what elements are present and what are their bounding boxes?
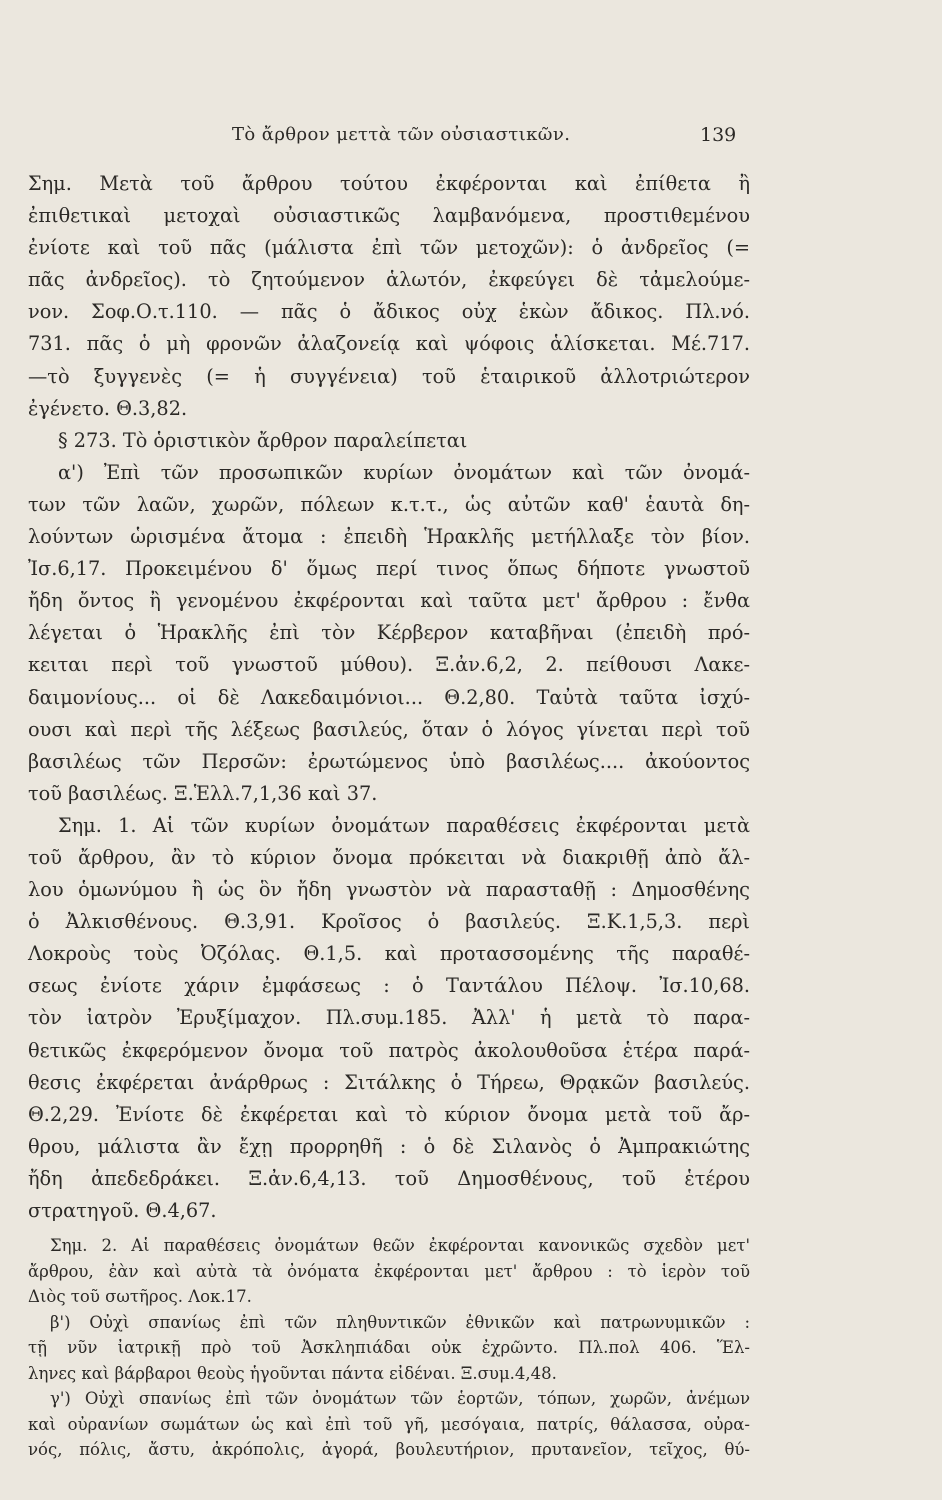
- text-line: βασιλέως τῶν Περσῶν: ἐρωτώμενος ὑπὸ βασιλέως.... ἀκούοντος: [28, 749, 750, 773]
- text-line: θεσις ἐκφέρεται ἀνάρθρως : Σιτάλκης ὁ Τήρεω, Θρᾳκῶν βασιλεύς.: [28, 1070, 750, 1094]
- small-note-line: Σημ. 2. Αἱ παραθέσεις ὀνομάτων θεῶν ἐκφέρονται κανονικῶς σχεδὸν μετ': [50, 1236, 750, 1256]
- text-line: σεως ἐνίοτε χάριν ἐμφάσεως : ὁ Ταντάλου Πέλοψ. Ἰσ.10,68.: [28, 974, 750, 998]
- text-line: λου ὁμωνύμου ἢ ὡς ὃν ἤδη γνωστὸν νὰ παρασταθῇ : Δημοσθένης: [28, 878, 750, 902]
- text-line: κειται περὶ τοῦ γνωστοῦ μύθου). Ξ.ἀν.6,2, 2. πείθουσι Λακε-: [28, 653, 750, 677]
- small-note-line: γ') Οὐχὶ σπανίως ἐπὶ τῶν ὀνομάτων τῶν ἑορτῶν, τόπων, χωρῶν, ἀνέμων: [50, 1389, 750, 1409]
- text-line: λέγεται ὁ Ἡρακλῆς ἐπὶ τὸν Κέρβερον καταβῆναι (ἐπειδὴ πρό-: [28, 621, 750, 645]
- text-line: ἤδη ὄντος ἢ γενομένου ἐκφέρονται καὶ ταῦτα μετ' ἄρθρου : ἔνθα: [28, 589, 750, 613]
- running-head: [0, 124, 942, 154]
- text-line: ὁ Ἀλκισθένους. Θ.3,91. Κροῖσος ὁ βασιλεύς. Ξ.Κ.1,5,3. περὶ: [28, 910, 750, 934]
- body-text: [28, 168, 750, 1463]
- small-note-line: ἄρθρου, ἐὰν καὶ αὐτὰ τὰ ὀνόματα ἐκφέρονται μετ' ἄρθρου : τὸ ἱερὸν τοῦ: [28, 1261, 750, 1281]
- text-line: ουσι καὶ περὶ τῆς λέξεως βασιλεύς, ὅταν ὁ λόγος γίνεται περὶ τοῦ: [28, 717, 750, 741]
- running-head-title: Τὸ ἄρθρον μεττὰ τῶν οὐσιαστικῶν.: [232, 124, 571, 145]
- text-line: των τῶν λαῶν, χωρῶν, πόλεων κ.τ.τ., ὡς αὐτῶν καθ' ἑαυτὰ δη-: [28, 492, 750, 516]
- text-line: ἐγένετο. Θ.3,82.: [28, 396, 188, 420]
- text-line: δαιμονίους... οἱ δὲ Λακεδαιμόνιοι... Θ.2,80. Ταὐτὰ ταῦτα ἰσχύ-: [28, 685, 750, 709]
- small-note-line: καὶ οὐρανίων σωμάτων ὡς καὶ ἐπὶ τοῦ γῆ, μεσόγαια, πατρίς, θάλασσα, οὐρα-: [28, 1414, 750, 1434]
- text-line: 731. πᾶς ὁ μὴ φρονῶν ἀλαζονείᾳ καὶ ψόφοις ἁλίσκεται. Μέ.717.: [28, 332, 750, 356]
- text-line: Λοκροὺς τοὺς Ὀζόλας. Θ.1,5. καὶ προτασσομένης τῆς παραθέ-: [28, 942, 750, 966]
- text-line: στρατηγοῦ. Θ.4,67.: [28, 1199, 217, 1222]
- text-line: τοῦ ἄρθρου, ἂν τὸ κύριον ὄνομα πρόκειται νὰ διακριθῇ ἀπὸ ἄλ-: [28, 845, 750, 869]
- text-line: τὸν ἰατρὸν Ἐρυξίμαχον. Πλ.συμ.185. Ἀλλ' ἡ μετὰ τὸ παρα-: [28, 1006, 750, 1030]
- text-line: Θ.2,29. Ἐνίοτε δὲ ἐκφέρεται καὶ τὸ κύριον ὄνομα μετὰ τοῦ ἄρ-: [28, 1102, 750, 1126]
- text-line: Σημ. Μετὰ τοῦ ἄρθρου τούτου ἐκφέρονται καὶ ἐπίθετα ἢ: [28, 172, 750, 195]
- small-note-line: νός, πόλις, ἄστυ, ἀκρόπολις, ἀγορά, βουλευτήριον, πρυτανεῖον, τεῖχος, θύ-: [28, 1440, 750, 1460]
- text-line: λούντων ὡρισμένα ἄτομα : ἐπειδὴ Ἡρακλῆς μετήλλαξε τὸν βίον.: [28, 525, 750, 549]
- text-line: πᾶς ἀνδρεῖος). τὸ ζητούμενον ἁλωτόν, ἐκφεύγει δὲ τἀμελούμε-: [28, 268, 750, 292]
- text-line: ἤδη ἀπεδεδράκει. Ξ.ἀν.6,4,13. τοῦ Δημοσθένους, τοῦ ἑτέρου: [28, 1166, 750, 1190]
- text-line: θετικῶς ἐκφερόμενον ὄνομα τοῦ πατρὸς ἀκολουθοῦσα ἑτέρα παρά-: [28, 1038, 750, 1062]
- note-line: Σημ. 1. Αἱ τῶν κυρίων ὀνομάτων παραθέσεις ἐκφέρονται μετὰ: [58, 813, 750, 837]
- text-line: ἐπιθετικαὶ μετοχαὶ οὐσιαστικῶς λαμβανόμενα, προστιθεμένου: [28, 204, 750, 228]
- text-line: —τὸ ξυγγενὲς (= ἡ συγγένεια) τοῦ ἑταιρικοῦ ἀλλοτριώτερον: [28, 364, 750, 388]
- text-line: ἐνίοτε καὶ τοῦ πᾶς (μάλιστα ἐπὶ τῶν μετοχῶν): ὁ ἀνδρεῖος (=: [28, 236, 750, 260]
- page-number: 139: [700, 124, 737, 146]
- text-line: Ἰσ.6,17. Προκειμένου δ' ὅμως περί τινος ὅπως δήποτε γνωστοῦ: [28, 557, 750, 581]
- small-note-line: Διὸς τοῦ σωτῆρος. Λοκ.17.: [28, 1287, 252, 1307]
- text-line: θρου, μάλιστα ἂν ἔχῃ προρρηθῆ : ὁ δὲ Σιλανὸς ὁ Ἀμπρακιώτης: [28, 1134, 750, 1158]
- text-line: τοῦ βασιλέως. Ξ.Ἑλλ.7,1,36 καὶ 37.: [28, 781, 378, 805]
- text-line: νον. Σοφ.Ο.τ.110. — πᾶς ὁ ἄδικος οὐχ ἑκὼν ἄδικος. Πλ.νό.: [28, 300, 750, 324]
- small-note-line: τῇ νῦν ἰατρικῇ πρὸ τοῦ Ἀσκληπιάδαι οὐκ ἐχρῶντο. Πλ.πολ 406. Ἕλ-: [28, 1338, 750, 1358]
- small-note-line: β') Οὐχὶ σπανίως ἐπὶ τῶν πληθυντικῶν ἐθνικῶν καὶ πατρωνυμικῶν :: [50, 1312, 750, 1332]
- text-line: α') Ἐπὶ τῶν προσωπικῶν κυρίων ὀνομάτων καὶ τῶν ὀνομά-: [58, 460, 750, 484]
- section-heading: § 273. Τὸ ὁριστικὸν ἄρθρον παραλείπεται: [58, 428, 468, 452]
- small-note-line: ληνες καὶ βάρβαροι θεοὺς ἡγοῦνται πάντα εἰδέναι. Ξ.συμ.4,48.: [28, 1363, 557, 1383]
